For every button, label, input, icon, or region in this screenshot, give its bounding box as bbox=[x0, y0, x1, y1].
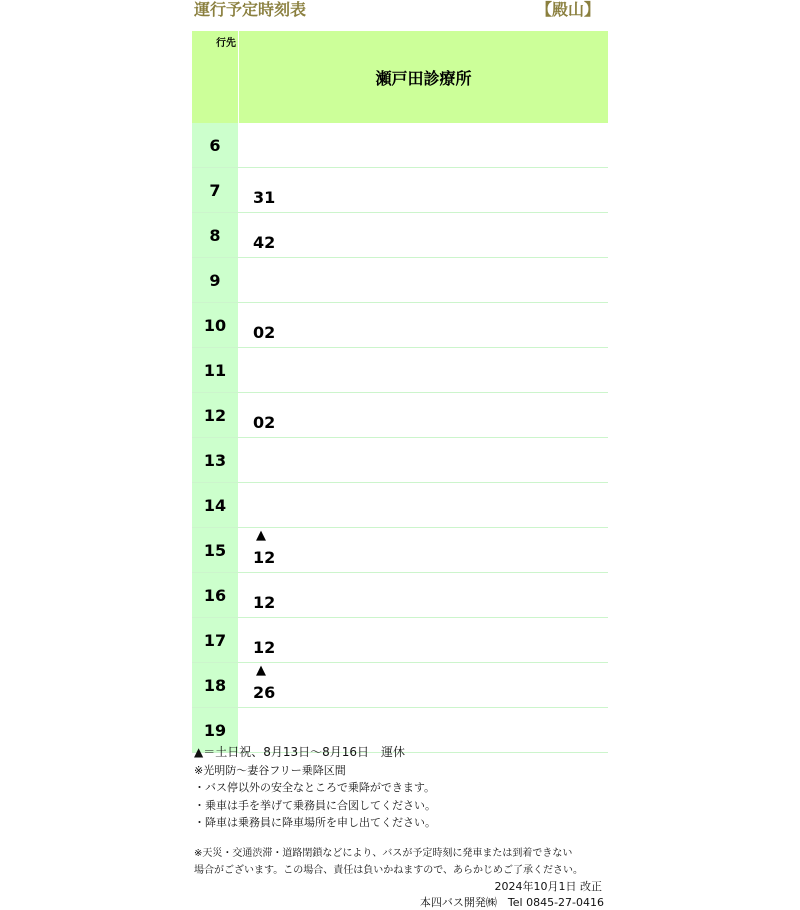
minutes-cell bbox=[239, 303, 609, 348]
table-row bbox=[192, 438, 608, 483]
minutes-cell bbox=[239, 168, 609, 213]
table-row bbox=[192, 258, 608, 303]
note-line: ※光明防〜妻谷フリー乗降区間 bbox=[194, 763, 346, 777]
holiday-mark: ▲ bbox=[256, 663, 266, 678]
hour-cell: 9 bbox=[192, 258, 239, 303]
minutes-cell bbox=[239, 438, 609, 483]
hour-cell: 10 bbox=[192, 303, 239, 348]
table-row bbox=[192, 528, 608, 573]
hour-cell: 13 bbox=[192, 438, 239, 483]
disclaimer-line: 場合がございます。この場合、責任は負いかねますので、あらかじめご了承ください。 bbox=[194, 865, 583, 876]
destination-label: 行先 bbox=[192, 31, 239, 123]
disclaimer bbox=[194, 845, 583, 879]
holiday-mark: ▲ bbox=[256, 528, 266, 543]
minutes-cell bbox=[239, 123, 609, 168]
table-row bbox=[192, 123, 608, 168]
departure-minute: 02 bbox=[253, 323, 276, 342]
departure-minute: 12 bbox=[253, 593, 276, 612]
hour-cell: 8 bbox=[192, 213, 239, 258]
hour-cell: 17 bbox=[192, 618, 239, 663]
hour-cell: 19 bbox=[192, 708, 239, 753]
departure-minute: 31 bbox=[253, 188, 276, 207]
destination-name: 瀬戸田診療所 bbox=[239, 31, 609, 123]
table-row bbox=[192, 483, 608, 528]
table-row bbox=[192, 303, 608, 348]
company-info: 本四バス開発㈱ Tel 0845-27-0416 bbox=[419, 896, 604, 909]
departure-minute: 02 bbox=[253, 413, 276, 432]
timetable bbox=[192, 31, 608, 753]
note-line: ▲＝土日祝、8月13日〜8月16日 運休 bbox=[194, 745, 406, 759]
hour-cell: 18 bbox=[192, 663, 239, 708]
table-row bbox=[192, 618, 608, 663]
table-row bbox=[192, 663, 608, 708]
minutes-cell bbox=[239, 663, 609, 708]
minutes-cell bbox=[239, 213, 609, 258]
note-line: ・乗車は手を挙げて乗務員に合図してください。 bbox=[194, 798, 436, 812]
table-row bbox=[192, 168, 608, 213]
revision-date: 2024年10月1日 改正 bbox=[494, 880, 602, 893]
hour-cell: 12 bbox=[192, 393, 239, 438]
minutes-cell bbox=[239, 573, 609, 618]
minutes-cell bbox=[239, 528, 609, 573]
table-row bbox=[192, 393, 608, 438]
minutes-cell bbox=[239, 258, 609, 303]
minutes-cell bbox=[239, 393, 609, 438]
note-line: ・降車は乗務員に降車場所を申し出てください。 bbox=[194, 816, 436, 829]
departure-minute: 12 bbox=[253, 548, 276, 567]
hour-cell: 6 bbox=[192, 123, 239, 168]
disclaimer-line: ※天災・交通渋滞・道路閉鎖などにより、バスが予定時刻に発車または到着できない bbox=[194, 848, 573, 859]
hour-cell: 11 bbox=[192, 348, 239, 393]
timetable-title: 運行予定時刻表 bbox=[194, 0, 307, 19]
minutes-cell bbox=[239, 618, 609, 663]
minutes-cell bbox=[239, 483, 609, 528]
hour-cell: 15 bbox=[192, 528, 239, 573]
hour-cell: 16 bbox=[192, 573, 239, 618]
departure-minute: 12 bbox=[253, 638, 276, 657]
departure-minute: 42 bbox=[253, 233, 276, 252]
stop-name: 【殿山】 bbox=[535, 0, 600, 19]
table-row bbox=[192, 348, 608, 393]
table-row bbox=[192, 213, 608, 258]
notes bbox=[194, 744, 436, 832]
minutes-cell bbox=[239, 348, 609, 393]
table-row bbox=[192, 573, 608, 618]
hour-cell: 14 bbox=[192, 483, 239, 528]
departure-minute: 26 bbox=[253, 683, 276, 702]
hour-cell: 7 bbox=[192, 168, 239, 213]
note-line: ・バス停以外の安全なところで乗降ができます。 bbox=[194, 781, 436, 794]
